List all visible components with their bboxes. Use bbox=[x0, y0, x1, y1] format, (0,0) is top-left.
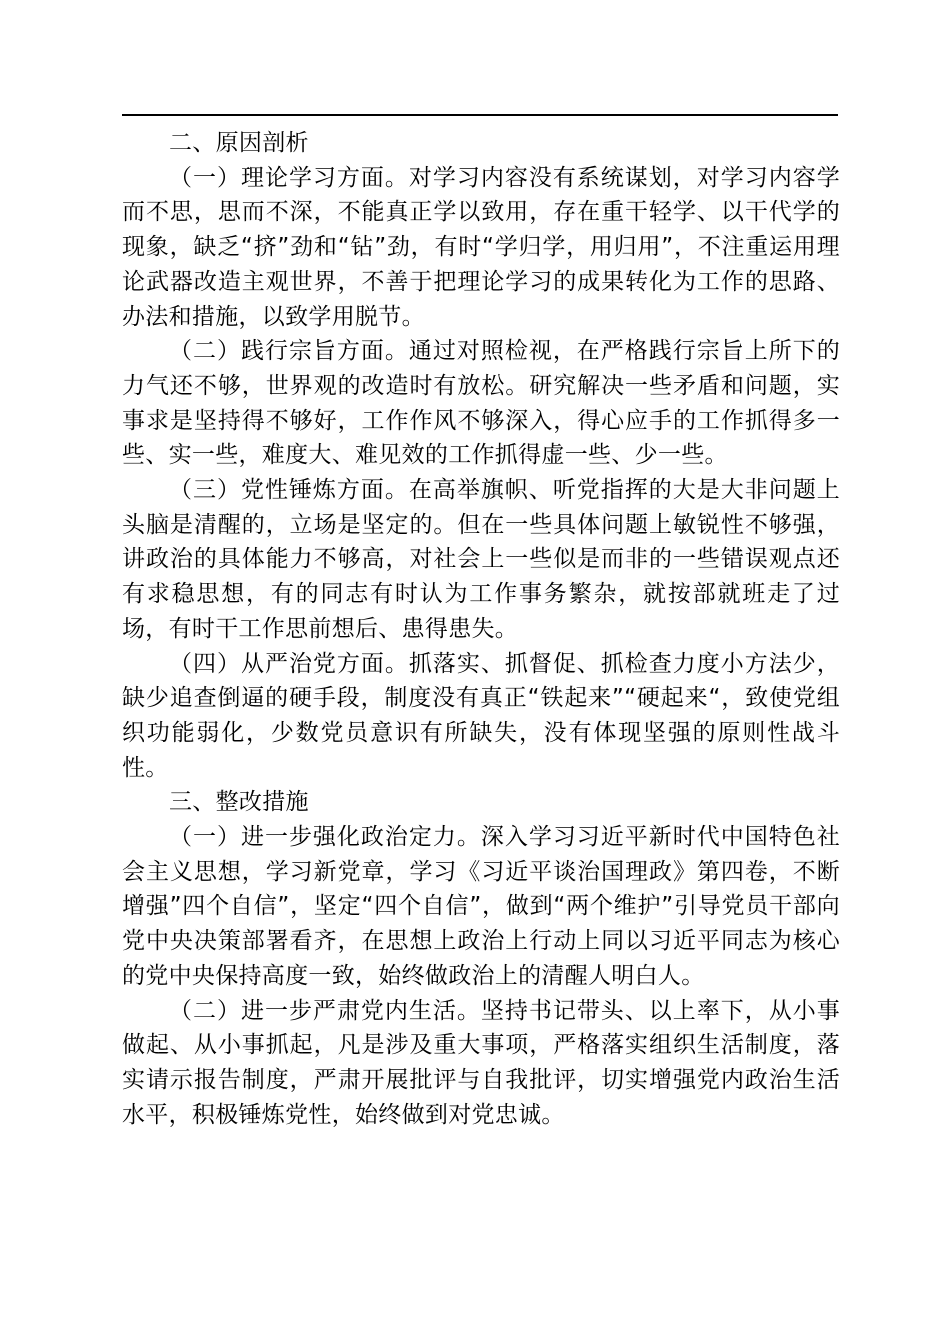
section-heading-cause-analysis: 二、原因剖析 bbox=[169, 130, 309, 156]
section-heading-rectification-measures: 三、整改措施 bbox=[169, 789, 309, 816]
paragraph-party-life: （二）进一步严肃党内生活。坚持书记带头、以上率下，从小事做起、从小事抓起，凡是涉及重大事项，严格落实组织生活制度，落实请示报告制度，严肃开展批评与自我批评，切实增强党内政治生活水平，积极锤炼党性，始终做到对党忠诚。 bbox=[122, 997, 840, 1128]
document-body bbox=[122, 126, 840, 1132]
paragraph-practice-purpose: （二）践行宗旨方面。通过对照检视，在严格践行宗旨上所下的力气还不够，世界观的改造时有放松。研究解决一些矛盾和问题，实事求是坚持得不够好，工作作风不够深入，得心应手的工作抓得多一些、实一些，难度大、难见效的工作抓得虚一些、少一些。 bbox=[122, 338, 840, 469]
paragraph-party-spirit: （三）党性锤炼方面。在高举旗帜、听党指挥的大是大非问题上头脑是清醒的，立场是坚定的。但在一些具体问题上敏锐性不够强，讲政治的具体能力不够高，对社会上一些似是而非的一些错误观点还有求稳思想，有的同志有时认为工作事务繁杂，就按部就班走了过场，有时干工作思前想后、患得患失。 bbox=[122, 477, 840, 642]
paragraph-theory-study: （一）理论学习方面。对学习内容没有系统谋划，对学习内容学而不思，思而不深，不能真正学以致用，存在重干轻学、以干代学的现象，缺乏“挤”劲和“钻”劲，有时“学归学，用归用”，不注重运用理论武器改造主观世界，不善于把理论学习的成果转化为工作的思路、办法和措施，以致学用脱节。 bbox=[122, 164, 840, 330]
paragraph-political-resolve: （一）进一步强化政治定力。深入学习习近平新时代中国特色社会主义思想，学习新党章，学习《习近平谈治国理政》第四卷，不断增强”四个自信”，坚定“四个自信”，做到“两个维护”引导党员干部向党中央决策部署看齐，在思想上政治上行动上同以习近平同志为核心的党中央保持高度一致，始终做政治上的清醒人明白人。 bbox=[122, 824, 840, 989]
paragraph-strict-governance: （四）从严治党方面。抓落实、抓督促、抓检查力度小方法少，缺少追查倒逼的硬手段，制度没有真正“铁起来”“硬起来“，致使党组织功能弱化，少数党员意识有所缺失，没有体现坚强的原则性战斗性。 bbox=[122, 650, 840, 781]
header-rule bbox=[122, 114, 838, 116]
